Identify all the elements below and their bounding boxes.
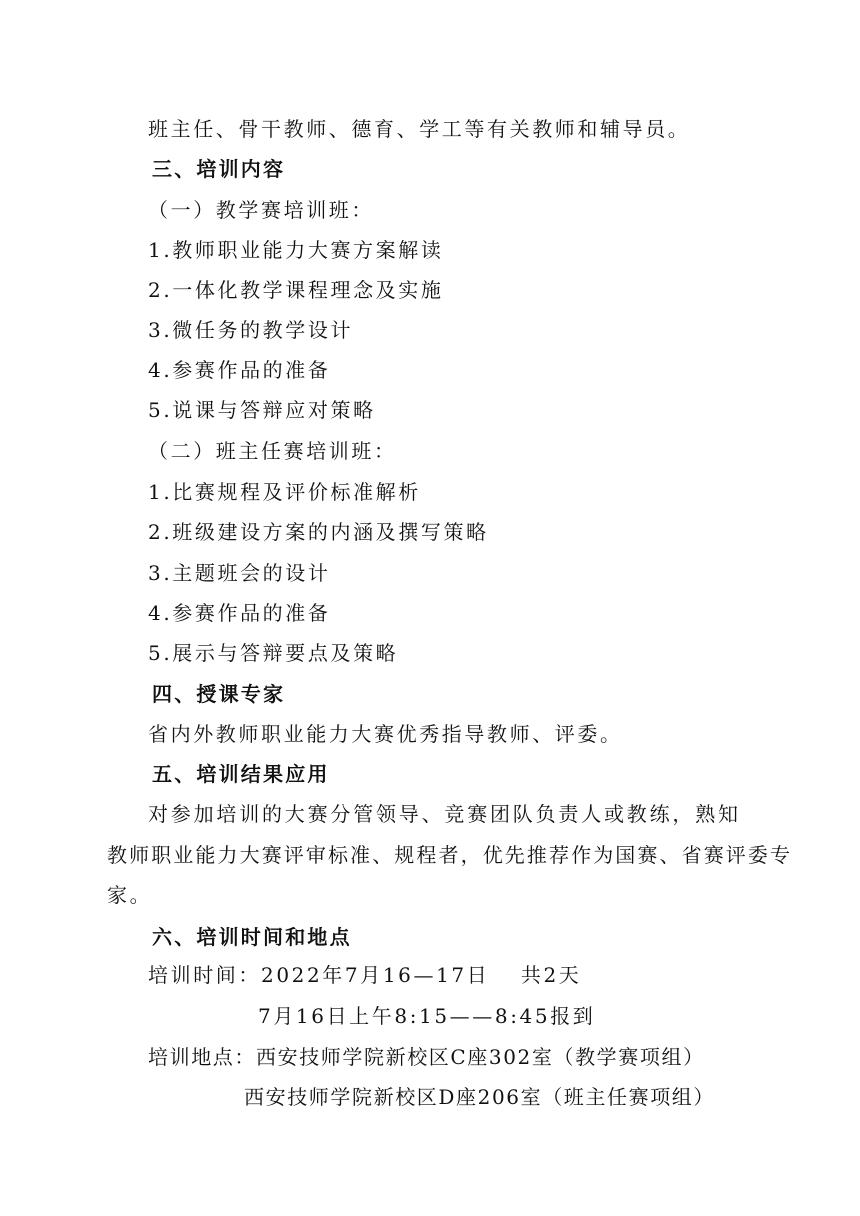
paragraph-line: 家。 [107,883,153,907]
list-item: 3.主题班会的设计 [148,561,331,585]
training-place-1: 培训地点：西安技师学院新校区C座302室（教学赛项组） [148,1045,705,1069]
intro-line: 班主任、骨干教师、德育、学工等有关教师和辅导员。 [148,117,691,141]
paragraph-line: 对参加培训的大赛分管领导、竞赛团队负责人或教练，熟知 [148,802,741,826]
subheading-class-teacher-class: （二）班主任赛培训班： [148,439,397,463]
list-item: 5.展示与答辩要点及策略 [148,641,399,665]
list-item: 3.微任务的教学设计 [148,318,354,342]
list-item: 2.班级建设方案的内涵及撰写策略 [148,520,489,544]
training-time: 培训时间：2022年7月16—17日 共2天 [148,963,582,987]
experts-text: 省内外教师职业能力大赛优秀指导教师、评委。 [148,722,623,746]
list-item: 1.比赛规程及评价标准解析 [148,480,421,504]
section-heading-results: 五、培训结果应用 [152,762,330,786]
check-in-time: 7月16日上午8:15——8:45报到 [258,1004,596,1028]
section-heading-time-place: 六、培训时间和地点 [152,925,352,949]
training-place-2: 西安技师学院新校区D座206室（班主任赛项组） [244,1085,716,1109]
list-item: 5.说课与答辩应对策略 [148,398,376,422]
list-item: 1.教师职业能力大赛方案解读 [148,238,444,262]
list-item: 2.一体化教学课程理念及实施 [148,278,444,302]
paragraph-line: 教师职业能力大赛评审标准、规程者，优先推荐作为国赛、省赛评委专 [107,843,793,867]
list-item: 4.参赛作品的准备 [148,601,331,625]
subheading-teaching-class: （一）教学赛培训班： [148,198,374,222]
list-item: 4.参赛作品的准备 [148,358,331,382]
section-heading-content: 三、培训内容 [152,157,286,181]
section-heading-experts: 四、授课专家 [152,682,286,706]
